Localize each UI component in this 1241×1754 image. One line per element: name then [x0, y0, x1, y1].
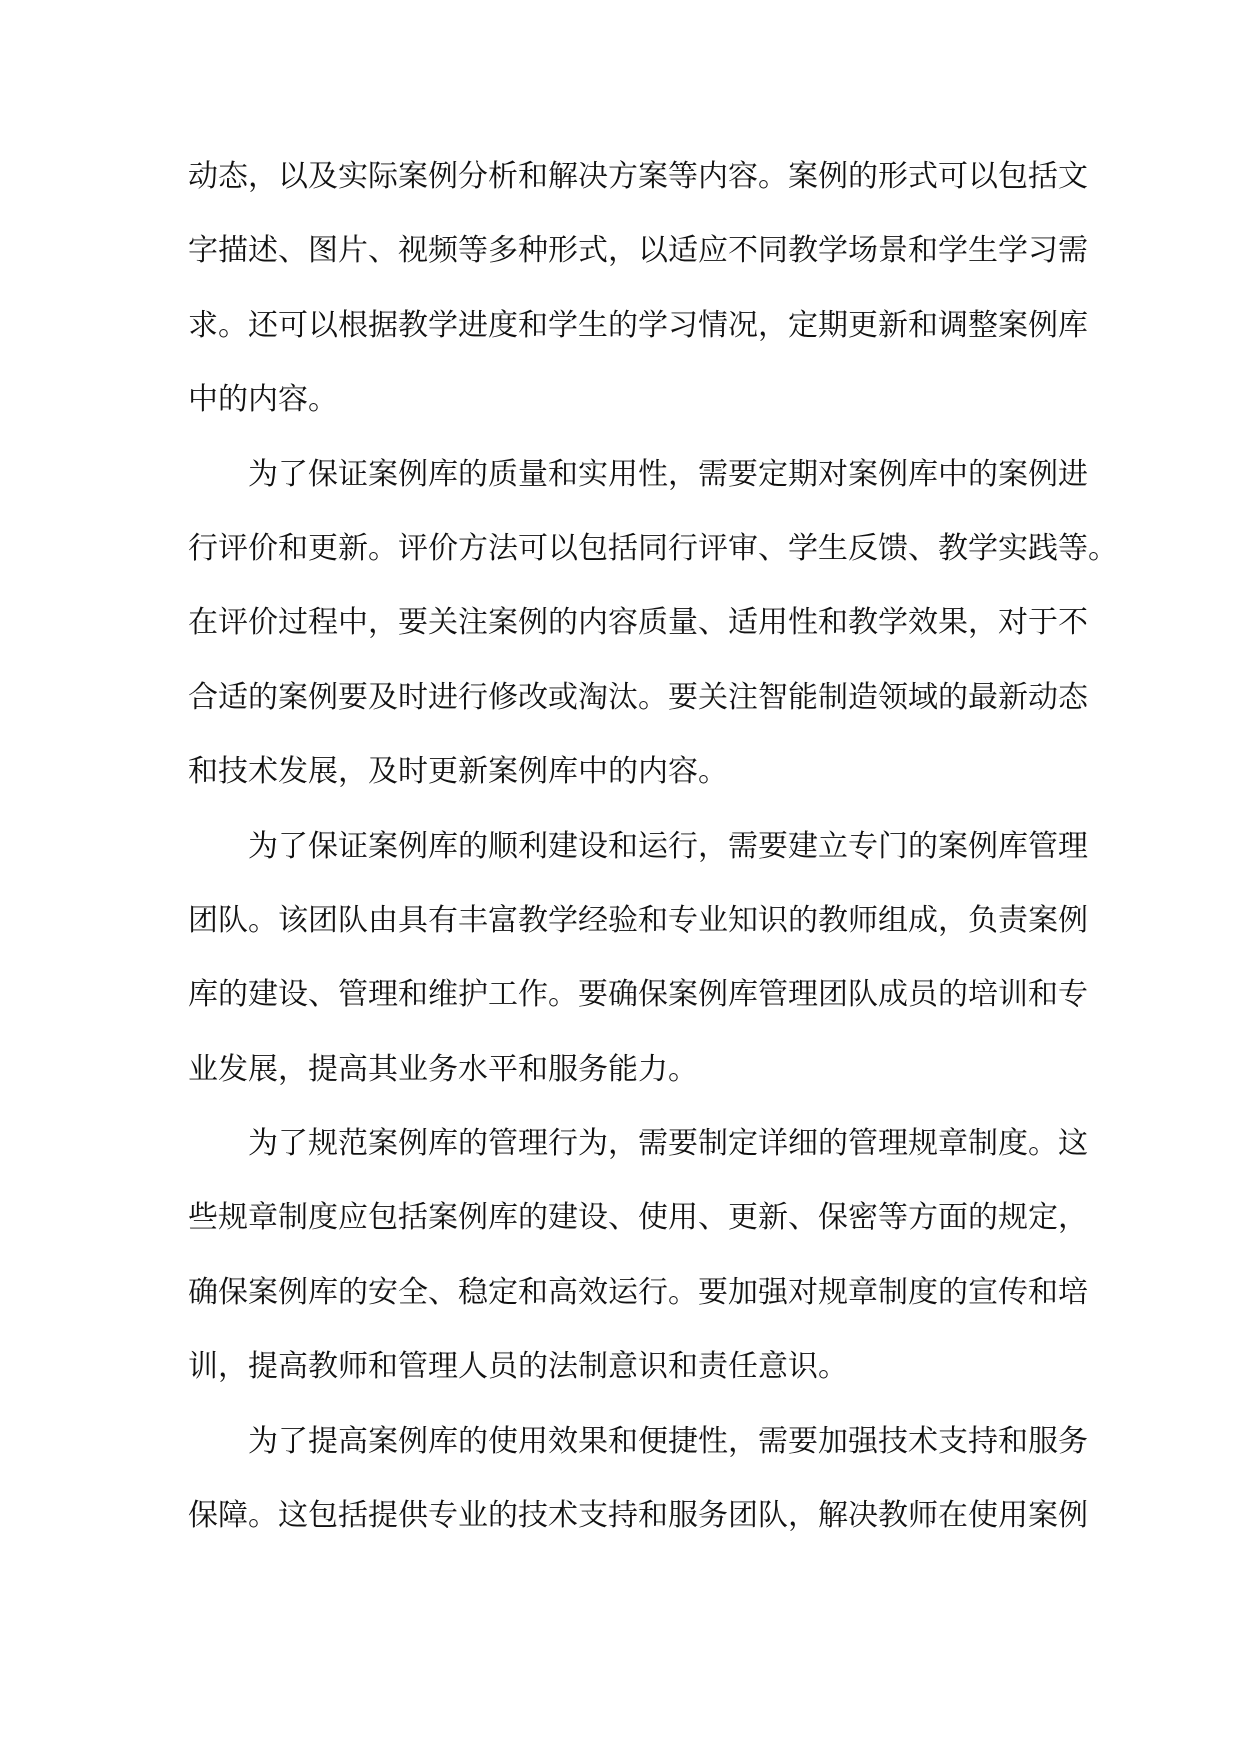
text-line: 求。还可以根据教学进度和学生的学习情况，定期更新和调整案例库	[188, 307, 1088, 343]
paragraph-first-line: 为了保证案例库的顺利建设和运行，需要建立专门的案例库管理	[248, 828, 1088, 864]
text-line: 在评价过程中，要关注案例的内容质量、适用性和教学效果，对于不	[188, 605, 1088, 641]
text-line: 字描述、图片、视频等多种形式，以适应不同教学场景和学生学习需	[188, 233, 1088, 269]
document-body	[188, 140, 1118, 1553]
text-line: 确保案例库的安全、稳定和高效运行。要加强对规章制度的宣传和培	[188, 1274, 1088, 1310]
text-line: 些规章制度应包括案例库的建设、使用、更新、保密等方面的规定，	[188, 1200, 1088, 1236]
text-line: 动态，以及实际案例分析和解决方案等内容。案例的形式可以包括文	[188, 159, 1088, 194]
text-line: 和技术发展，及时更新案例库中的内容。	[188, 754, 728, 790]
paragraph-first-line: 为了提高案例库的使用效果和便捷性，需要加强技术支持和服务	[248, 1423, 1088, 1459]
text-line: 保障。这包括提供专业的技术支持和服务团队，解决教师在使用案例	[188, 1498, 1088, 1534]
paragraph-first-line: 为了规范案例库的管理行为，需要制定详细的管理规章制度。这	[248, 1126, 1088, 1162]
text-line: 团队。该团队由具有丰富教学经验和专业知识的教师组成，负责案例	[188, 902, 1088, 938]
text-line: 行评价和更新。评价方法可以包括同行评审、学生反馈、教学实践等。	[188, 530, 1118, 566]
text-line: 库的建设、管理和维护工作。要确保案例库管理团队成员的培训和专	[188, 977, 1088, 1013]
text-line: 业发展，提高其业务水平和服务能力。	[188, 1051, 698, 1087]
text-line: 合适的案例要及时进行修改或淘汰。要关注智能制造领域的最新动态	[188, 679, 1088, 715]
text-line: 训，提高教师和管理人员的法制意识和责任意识。	[188, 1349, 848, 1385]
text-line: 中的内容。	[188, 382, 338, 418]
paragraph-first-line: 为了保证案例库的质量和实用性，需要定期对案例库中的案例进	[248, 456, 1088, 492]
